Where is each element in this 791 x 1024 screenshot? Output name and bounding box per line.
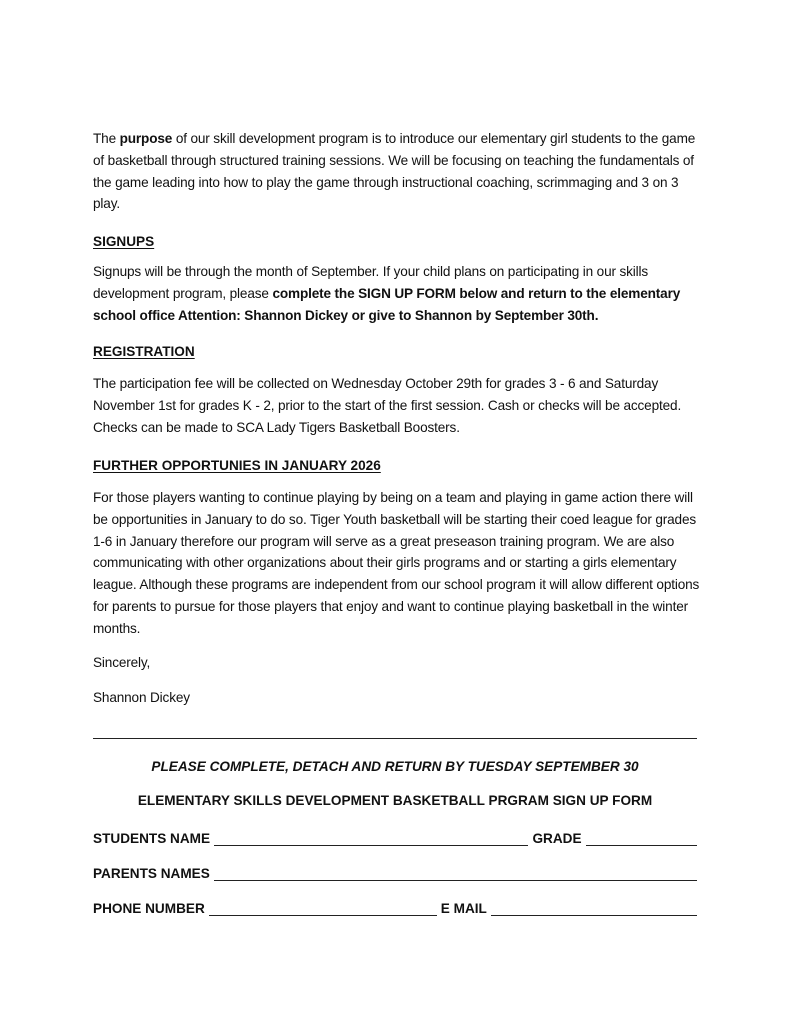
signups-paragraph: Signups will be through the month of September. If your child plans on participating in our skills development program, please complete the SIGN UP FORM below and return to the elementary school office Attention: Shannon Dickey or give to Shannon by September 30th. <box>93 264 681 323</box>
parents-row <box>93 861 697 881</box>
student-name-field[interactable] <box>214 831 528 846</box>
registration-heading: REGISTRATION <box>93 344 195 359</box>
student-grade-row <box>93 826 697 846</box>
parents-names-field[interactable] <box>214 866 697 881</box>
phone-email-row <box>93 896 697 916</box>
student-name-label: STUDENTS NAME <box>93 831 211 846</box>
phone-label: PHONE NUMBER <box>93 901 205 916</box>
detach-line <box>93 738 697 739</box>
phone-field[interactable] <box>209 901 437 916</box>
email-label: E MAIL <box>440 901 487 916</box>
further-opportunities-paragraph: For those players wanting to continue playing by being on a team and playing in game action there will be opportunities in January to do so. Tiger Youth basketball will be starting their coed league for grades 1-6 in January therefore our program will serve as a great preseason training program. We are also communicating with other organizations about their girls programs and or starting a girls elementary league. Although these programs are independent from our school program it will allow different options for parents to pursue for those players that enjoy and want to continue playing basketball in the winter months. <box>93 490 700 636</box>
further-opportunities-heading: FURTHER OPPORTUNIES IN JANUARY 2026 <box>93 458 381 473</box>
grade-field[interactable] <box>586 831 697 846</box>
signups-emphasis: complete the SIGN UP FORM below and return to the elementary school office Attention: Shannon Dickey or give to Shannon by September 30th. <box>93 285 681 323</box>
parents-names-label: PARENTS NAMES <box>93 866 210 881</box>
form-title: ELEMENTARY SKILLS DEVELOPMENT BASKETBALL PRGRAM SIGN UP FORM <box>137 793 653 808</box>
email-field[interactable] <box>491 901 697 916</box>
signature: Shannon Dickey <box>93 690 190 705</box>
registration-paragraph: The participation fee will be collected on Wednesday October 29th for grades 3 - 6 and Saturday November 1st for grades K - 2, prior to the start of the first session. Cash or checks will be accepted. Checks can be made to SCA Lady Tigers Basketball Boosters. <box>93 376 682 435</box>
form-instruction: PLEASE COMPLETE, DETACH AND RETURN BY TUESDAY SEPTEMBER 30 <box>151 759 639 774</box>
signups-heading: SIGNUPS <box>93 234 155 249</box>
grade-label: GRADE <box>532 831 582 846</box>
purpose-emphasis: purpose <box>119 131 173 146</box>
closing: Sincerely, <box>93 655 151 670</box>
purpose-paragraph: The purpose of our skill development program is to introduce our elementary girl students to the game of basketball through structured training sessions. We will be focusing on teaching the fundamentals of the game leading into how to play the game through instructional coaching, scrimmaging and 3 on 3 play. <box>93 131 696 212</box>
